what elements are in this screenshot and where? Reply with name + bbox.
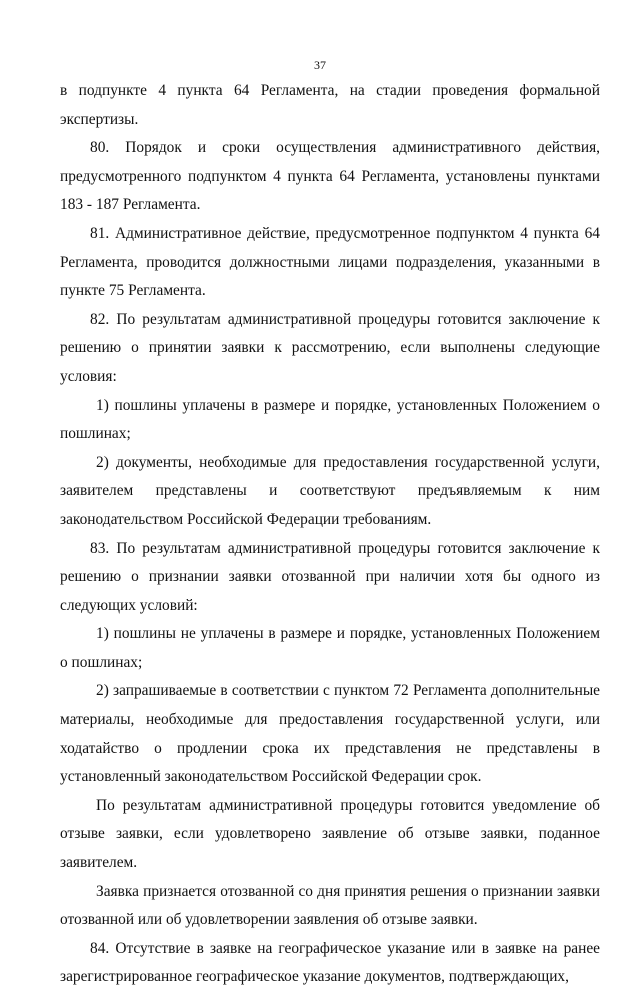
paragraph-82-item-1: 1) пошлины уплачены в размере и порядке, установленных Положением о пошлинах; xyxy=(60,396,600,443)
paragraph-continuation: в подпункте 4 пункта 64 Регламента, на стадии проведения формальной экспертизы. xyxy=(60,82,600,128)
paragraph-83: 83. По результатам административной процедуры готовится заключение к решению о признании заявки отозванной при наличии хотя бы одного из следующих условий: xyxy=(60,539,600,614)
page-number: 37 xyxy=(314,58,326,72)
document-body xyxy=(60,77,600,992)
paragraph-withdrawal-notice: По результатам административной процедуры готовится уведомление об отзыве заявки, если удовлетворено заявление об отзыве заявки, поданное заявителем. xyxy=(60,796,600,872)
paragraph-81: 81. Административное действие, предусмотренное подпунктом 4 пункта 64 Регламента, проводится должностными лицами подразделения, указанными в пункте 75 Регламента. xyxy=(60,224,600,300)
paragraph-80: 80. Порядок и сроки осуществления административного действия, предусмотренного подпунктом 4 пункта 64 Регламента, установлены пунктами 183 - 187 Регламента. xyxy=(60,139,600,214)
paragraph-82-item-2: 2) документы, необходимые для предоставления государственной услуги, заявителем представлены и соответствуют предъявляемым к ним законодательством Российской Федерации требованиям. xyxy=(60,453,600,528)
paragraph-83-item-1: 1) пошлины не уплачены в размере и порядке, установленных Положением о пошлинах; xyxy=(60,625,600,671)
paragraph-82: 82. По результатам административной процедуры готовится заключение к решению о принятии заявки к рассмотрению, если выполнены следующие условия: xyxy=(60,310,600,385)
paragraph-83-item-2: 2) запрашиваемые в соответствии с пунктом 72 Регламента дополнительные материалы, необходимые для предоставления государственной услуги, или ходатайство о продлении срока их представления не представлены в установленный законодательством Российской Федерации срок. xyxy=(60,682,600,786)
paragraph-84: 84. Отсутствие в заявке на географическое указание или в заявке на ранее зарегистрированное географическое указание документов, подтверждающих, xyxy=(60,939,600,986)
paragraph-withdrawal-date: Заявка признается отозванной со дня принятия решения о признании заявки отозванной или об удовлетворении заявления об отзыве заявки. xyxy=(60,882,600,929)
